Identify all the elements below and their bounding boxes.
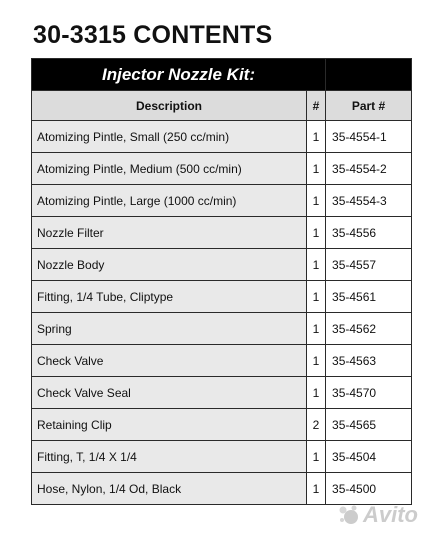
item-part-number: 35-4554-1 [326, 121, 412, 153]
part-number-header: Part # [326, 91, 412, 121]
item-description: Check Valve [32, 345, 307, 377]
table-row [32, 153, 412, 185]
item-quantity: 1 [307, 249, 326, 281]
table-row [32, 281, 412, 313]
kit-title: Injector Nozzle Kit: [32, 59, 326, 91]
description-header: Description [32, 91, 307, 121]
item-quantity: 1 [307, 377, 326, 409]
item-description: Check Valve Seal [32, 377, 307, 409]
item-quantity: 2 [307, 409, 326, 441]
qty-header: # [307, 91, 326, 121]
item-quantity: 1 [307, 185, 326, 217]
item-quantity: 1 [307, 473, 326, 505]
item-description: Nozzle Filter [32, 217, 307, 249]
item-part-number: 35-4563 [326, 345, 412, 377]
kit-title-row [32, 59, 412, 91]
item-quantity: 1 [307, 217, 326, 249]
item-part-number: 35-4562 [326, 313, 412, 345]
table-row [32, 377, 412, 409]
item-description: Atomizing Pintle, Small (250 cc/min) [32, 121, 307, 153]
item-part-number: 35-4554-2 [326, 153, 412, 185]
page-title: 30-3315 CONTENTS [33, 21, 273, 49]
item-quantity: 1 [307, 313, 326, 345]
item-description: Hose, Nylon, 1/4 Od, Black [32, 473, 307, 505]
avito-logo-icon [338, 504, 360, 526]
item-description: Atomizing Pintle, Medium (500 cc/min) [32, 153, 307, 185]
item-quantity: 1 [307, 153, 326, 185]
item-part-number: 35-4561 [326, 281, 412, 313]
item-part-number: 35-4557 [326, 249, 412, 281]
table-row [32, 121, 412, 153]
item-description: Fitting, T, 1/4 X 1/4 [32, 441, 307, 473]
table-row [32, 217, 412, 249]
item-part-number: 35-4565 [326, 409, 412, 441]
item-description: Spring [32, 313, 307, 345]
table-row [32, 345, 412, 377]
item-part-number: 35-4504 [326, 441, 412, 473]
item-part-number: 35-4500 [326, 473, 412, 505]
table-row [32, 441, 412, 473]
watermark-text: Avito [363, 502, 418, 527]
item-part-number: 35-4556 [326, 217, 412, 249]
kit-title-blank-cell [326, 59, 412, 91]
table-row [32, 249, 412, 281]
table-row [32, 185, 412, 217]
table-row [32, 409, 412, 441]
item-description: Atomizing Pintle, Large (1000 cc/min) [32, 185, 307, 217]
item-part-number: 35-4570 [326, 377, 412, 409]
contents-table [31, 58, 412, 505]
item-quantity: 1 [307, 345, 326, 377]
item-quantity: 1 [307, 281, 326, 313]
item-description: Fitting, 1/4 Tube, Cliptype [32, 281, 307, 313]
table-row [32, 313, 412, 345]
item-description: Nozzle Body [32, 249, 307, 281]
item-part-number: 35-4554-3 [326, 185, 412, 217]
item-quantity: 1 [307, 121, 326, 153]
column-header-row [32, 91, 412, 121]
avito-watermark [338, 500, 438, 530]
item-description: Retaining Clip [32, 409, 307, 441]
item-quantity: 1 [307, 441, 326, 473]
